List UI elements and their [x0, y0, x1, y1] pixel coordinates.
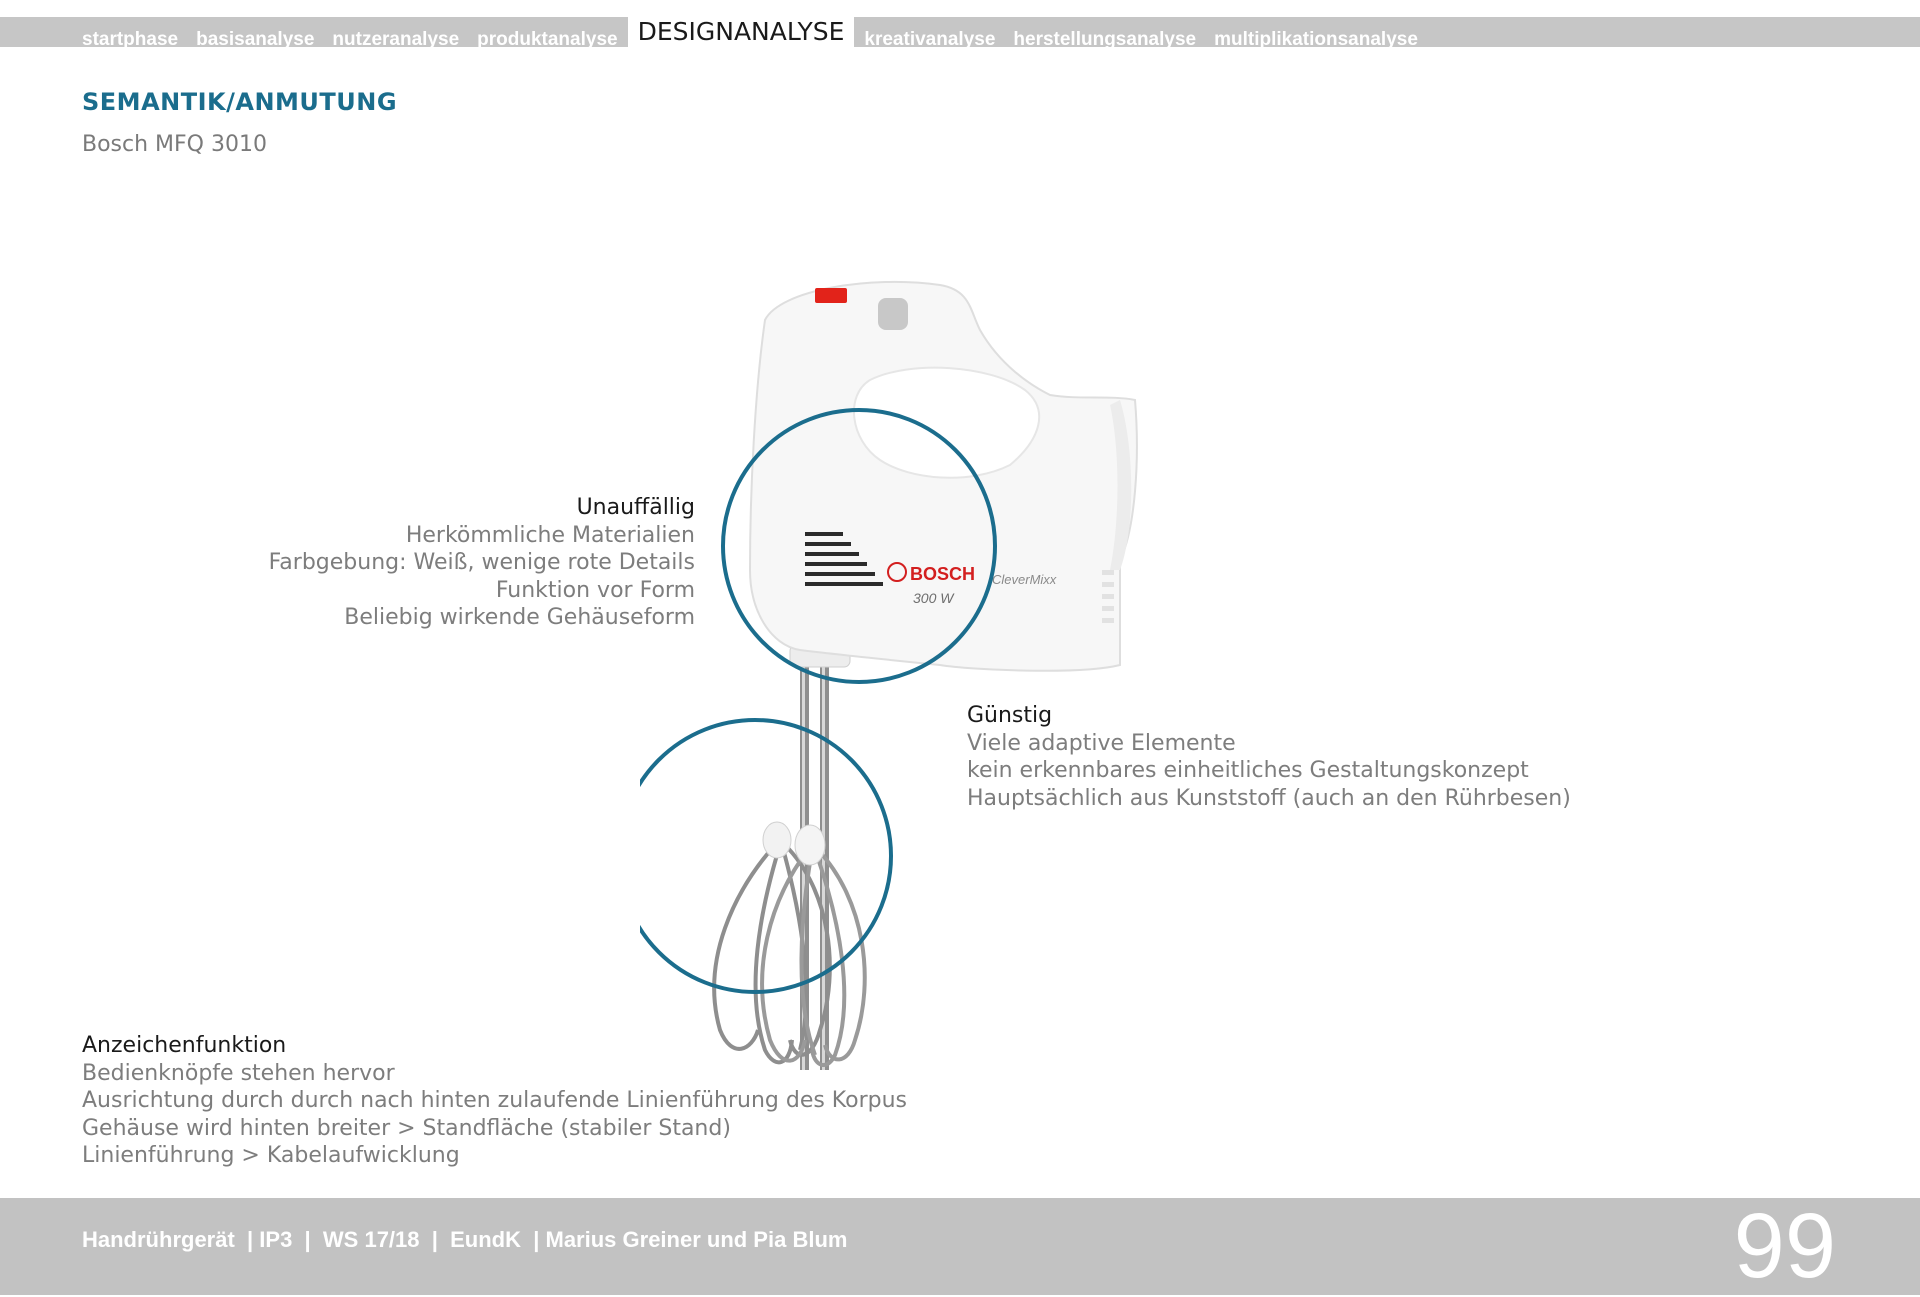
annotation-line: Viele adaptive Elemente [967, 730, 1236, 756]
top-nav [82, 17, 1436, 51]
nav-item-nutzeranalyse[interactable]: nutzeranalyse [332, 29, 460, 50]
annotation-line: Bedienknöpfe stehen hervor [82, 1060, 395, 1086]
speed-switch-icon [878, 298, 908, 330]
annotation-line: Linienführung > Kabelaufwicklung [82, 1143, 460, 1168]
whisk-left [714, 845, 830, 1062]
page-number: 99 [1733, 1195, 1836, 1297]
hand-mixer-image [640, 270, 1220, 1070]
model-label: CleverMixx [992, 572, 1057, 587]
annotation-anzeichenfunktion [82, 1032, 907, 1170]
annotation-line: kein erkennbares einheitliches Gestaltungskonzept [967, 758, 1529, 783]
whisk-caps [763, 822, 825, 865]
nav-item-startphase[interactable]: startphase [82, 29, 179, 50]
annotation-line: Herkömmliche Materialien [405, 522, 695, 548]
page-subtitle: Bosch MFQ 3010 [82, 132, 267, 157]
annotation-line: Funktion vor Form [495, 577, 695, 603]
page-title: SEMANTIK/ANMUTUNG [82, 88, 398, 116]
annotation-line: Gehäuse wird hinten breiter > Standfläche (stabiler Stand) [82, 1115, 731, 1141]
power-button-icon [815, 288, 847, 303]
annotation-heading: Unauffällig [576, 495, 695, 520]
nav-item-multiplikationsanalyse[interactable]: multiplikationsanalyse [1214, 29, 1418, 50]
power-label: 300 W [913, 590, 954, 606]
annotation-heading: Anzeichenfunktion [82, 1033, 287, 1058]
handle-opening [854, 368, 1039, 478]
annotation-line: Ausrichtung durch durch nach hinten zulaufende Linienführung des Korpus [82, 1088, 908, 1113]
annotation-heading: Günstig [967, 703, 1053, 728]
nav-item-produktanalyse[interactable]: produktanalyse [477, 29, 618, 50]
nav-item-herstellungsanalyse[interactable]: herstellungsanalyse [1013, 29, 1197, 50]
annotation-unauffaellig [269, 494, 695, 632]
nav-item-designanalyse[interactable]: DESIGNANALYSE [628, 17, 855, 51]
annotation-line: Farbgebung: Weiß, wenige rote Details [268, 550, 695, 575]
brand-label: BOSCH [910, 564, 976, 584]
annotation-line: Beliebig wirkende Gehäuseform [344, 605, 695, 630]
nav-item-basisanalyse[interactable]: basisanalyse [196, 29, 315, 50]
footer-credits: Handrührgerät | IP3 | WS 17/18 | EundK | Marius Greiner und Pia Blum [82, 1227, 848, 1252]
nav-item-kreativanalyse[interactable]: kreativanalyse [864, 29, 996, 50]
annotation-guenstig [967, 702, 1571, 812]
annotation-line: Hauptsächlich aus Kunststoff (auch an den Rührbesen) [967, 785, 1571, 811]
